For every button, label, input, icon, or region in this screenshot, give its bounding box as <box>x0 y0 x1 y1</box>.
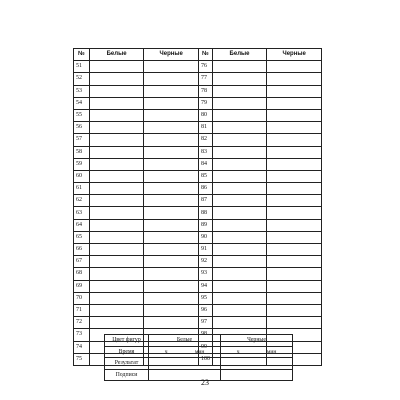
move-number: 95 <box>199 292 213 304</box>
black-move-cell[interactable] <box>144 304 199 316</box>
white-move-cell[interactable] <box>212 268 267 280</box>
page-number: 23 <box>201 378 209 387</box>
summary-result-row <box>105 358 293 370</box>
black-move-cell[interactable] <box>267 97 322 109</box>
black-move-cell[interactable] <box>144 73 199 85</box>
move-row <box>74 61 322 73</box>
white-move-cell[interactable] <box>89 170 144 182</box>
move-number: 62 <box>74 195 90 207</box>
move-row <box>74 207 322 219</box>
white-move-cell[interactable] <box>212 195 267 207</box>
white-move-cell[interactable] <box>212 304 267 316</box>
hours-unit: ч <box>164 348 168 355</box>
move-number: 64 <box>74 219 90 231</box>
white-move-cell[interactable] <box>89 195 144 207</box>
black-move-cell[interactable] <box>144 195 199 207</box>
black-move-cell[interactable] <box>144 219 199 231</box>
move-number: 77 <box>199 73 213 85</box>
black-move-cell[interactable] <box>267 195 322 207</box>
black-move-cell[interactable] <box>144 146 199 158</box>
number-header: № <box>74 49 90 61</box>
white-move-cell[interactable] <box>89 268 144 280</box>
white-move-cell[interactable] <box>89 304 144 316</box>
white-move-cell[interactable] <box>89 73 144 85</box>
white-move-cell[interactable] <box>89 85 144 97</box>
move-number: 75 <box>74 353 90 365</box>
move-row <box>74 73 322 85</box>
move-number: 79 <box>199 97 213 109</box>
move-number: 83 <box>199 146 213 158</box>
move-number: 51 <box>74 61 90 73</box>
moves-table <box>73 48 322 366</box>
move-number: 58 <box>74 146 90 158</box>
moves-header-row <box>74 49 322 61</box>
white-move-cell[interactable] <box>212 97 267 109</box>
white-move-cell[interactable] <box>89 280 144 292</box>
white-header: Белые <box>89 49 144 61</box>
black-time-field[interactable] <box>221 346 293 358</box>
move-number: 68 <box>74 268 90 280</box>
move-number: 98 <box>199 329 213 341</box>
move-row <box>74 97 322 109</box>
move-number: 73 <box>74 329 90 341</box>
color-label: Цвет фигур <box>105 335 149 347</box>
black-move-cell[interactable] <box>267 207 322 219</box>
white-move-cell[interactable] <box>89 97 144 109</box>
move-number: 86 <box>199 183 213 195</box>
black-move-cell[interactable] <box>267 219 322 231</box>
move-row <box>74 219 322 231</box>
white-color-header: Белые <box>149 335 221 347</box>
black-move-cell[interactable] <box>267 280 322 292</box>
black-move-cell[interactable] <box>267 73 322 85</box>
move-number: 81 <box>199 122 213 134</box>
move-number: 66 <box>74 244 90 256</box>
white-move-cell[interactable] <box>212 207 267 219</box>
black-move-cell[interactable] <box>144 317 199 329</box>
black-move-cell[interactable] <box>144 134 199 146</box>
game-summary-table <box>104 334 293 381</box>
black-move-cell[interactable] <box>267 183 322 195</box>
move-number: 76 <box>199 61 213 73</box>
move-number: 93 <box>199 268 213 280</box>
black-move-cell[interactable] <box>144 244 199 256</box>
black-move-cell[interactable] <box>144 109 199 121</box>
black-move-cell[interactable] <box>267 268 322 280</box>
black-move-cell[interactable] <box>144 122 199 134</box>
move-number: 94 <box>199 280 213 292</box>
summary-time-row <box>105 346 293 358</box>
move-row <box>74 268 322 280</box>
black-header: Черные <box>144 49 199 61</box>
move-number: 88 <box>199 207 213 219</box>
black-move-cell[interactable] <box>267 122 322 134</box>
move-row <box>74 109 322 121</box>
black-move-cell[interactable] <box>267 146 322 158</box>
white-move-cell[interactable] <box>212 280 267 292</box>
white-move-cell[interactable] <box>89 231 144 243</box>
summary-color-row <box>105 335 293 347</box>
black-move-cell[interactable] <box>144 256 199 268</box>
white-move-cell[interactable] <box>212 134 267 146</box>
white-time-field[interactable] <box>149 346 221 358</box>
white-move-cell[interactable] <box>212 85 267 97</box>
black-move-cell[interactable] <box>144 292 199 304</box>
white-move-cell[interactable] <box>89 317 144 329</box>
move-number: 65 <box>74 231 90 243</box>
black-move-cell[interactable] <box>267 134 322 146</box>
white-result-field[interactable] <box>149 358 221 370</box>
move-number: 71 <box>74 304 90 316</box>
black-move-cell[interactable] <box>267 292 322 304</box>
black-move-cell[interactable] <box>267 158 322 170</box>
move-number: 100 <box>199 353 213 365</box>
move-row <box>74 158 322 170</box>
minutes-unit: мин <box>194 348 205 355</box>
move-number: 60 <box>74 170 90 182</box>
move-number: 70 <box>74 292 90 304</box>
white-move-cell[interactable] <box>89 61 144 73</box>
minutes-unit: мин <box>266 348 277 355</box>
white-header: Белые <box>212 49 267 61</box>
black-move-cell[interactable] <box>267 61 322 73</box>
move-number: 74 <box>74 341 90 353</box>
scoresheet-page <box>60 0 350 400</box>
hours-unit: ч <box>236 348 240 355</box>
move-number: 59 <box>74 158 90 170</box>
move-number: 99 <box>199 341 213 353</box>
move-row <box>74 292 322 304</box>
black-move-cell[interactable] <box>267 304 322 316</box>
number-header: № <box>199 49 213 61</box>
move-number: 82 <box>199 134 213 146</box>
white-move-cell[interactable] <box>212 219 267 231</box>
white-move-cell[interactable] <box>89 207 144 219</box>
move-row <box>74 304 322 316</box>
move-number: 84 <box>199 158 213 170</box>
black-move-cell[interactable] <box>144 85 199 97</box>
time-label: Время <box>105 346 149 358</box>
signatures-label: Подписи <box>105 369 149 381</box>
white-move-cell[interactable] <box>212 183 267 195</box>
move-row <box>74 317 322 329</box>
white-move-cell[interactable] <box>89 244 144 256</box>
move-row <box>74 146 322 158</box>
white-move-cell[interactable] <box>212 109 267 121</box>
black-move-cell[interactable] <box>144 268 199 280</box>
move-number: 91 <box>199 244 213 256</box>
black-move-cell[interactable] <box>267 231 322 243</box>
move-number: 92 <box>199 256 213 268</box>
white-move-cell[interactable] <box>212 292 267 304</box>
move-number: 97 <box>199 317 213 329</box>
white-move-cell[interactable] <box>212 256 267 268</box>
white-move-cell[interactable] <box>212 158 267 170</box>
move-number: 52 <box>74 73 90 85</box>
move-row <box>74 183 322 195</box>
black-move-cell[interactable] <box>144 97 199 109</box>
white-move-cell[interactable] <box>212 317 267 329</box>
black-move-cell[interactable] <box>267 170 322 182</box>
white-move-cell[interactable] <box>89 134 144 146</box>
black-header: Черные <box>267 49 322 61</box>
move-row <box>74 195 322 207</box>
move-number: 96 <box>199 304 213 316</box>
move-row <box>74 170 322 182</box>
white-move-cell[interactable] <box>89 183 144 195</box>
white-move-cell[interactable] <box>212 170 267 182</box>
move-number: 80 <box>199 109 213 121</box>
result-label: Результат <box>105 358 149 370</box>
move-number: 85 <box>199 170 213 182</box>
move-number: 54 <box>74 97 90 109</box>
move-number: 72 <box>74 317 90 329</box>
white-move-cell[interactable] <box>212 146 267 158</box>
black-result-field[interactable] <box>221 358 293 370</box>
move-number: 87 <box>199 195 213 207</box>
move-number: 90 <box>199 231 213 243</box>
move-number: 63 <box>74 207 90 219</box>
move-row <box>74 231 322 243</box>
black-move-cell[interactable] <box>144 158 199 170</box>
move-row <box>74 244 322 256</box>
white-move-cell[interactable] <box>89 122 144 134</box>
black-color-header: Черные <box>221 335 293 347</box>
move-number: 53 <box>74 85 90 97</box>
move-number: 56 <box>74 122 90 134</box>
move-row <box>74 280 322 292</box>
move-number: 61 <box>74 183 90 195</box>
black-move-cell[interactable] <box>144 61 199 73</box>
move-row <box>74 122 322 134</box>
move-number: 55 <box>74 109 90 121</box>
black-move-cell[interactable] <box>267 85 322 97</box>
moves-body <box>74 61 322 366</box>
white-move-cell[interactable] <box>89 109 144 121</box>
white-move-cell[interactable] <box>212 73 267 85</box>
move-row <box>74 85 322 97</box>
black-move-cell[interactable] <box>267 256 322 268</box>
white-move-cell[interactable] <box>212 61 267 73</box>
white-move-cell[interactable] <box>89 158 144 170</box>
move-number: 78 <box>199 85 213 97</box>
white-move-cell[interactable] <box>212 244 267 256</box>
move-row <box>74 134 322 146</box>
black-move-cell[interactable] <box>144 280 199 292</box>
white-move-cell[interactable] <box>89 292 144 304</box>
black-move-cell[interactable] <box>267 317 322 329</box>
move-number: 69 <box>74 280 90 292</box>
black-move-cell[interactable] <box>267 109 322 121</box>
black-move-cell[interactable] <box>144 207 199 219</box>
black-move-cell[interactable] <box>144 170 199 182</box>
move-row <box>74 256 322 268</box>
white-move-cell[interactable] <box>212 122 267 134</box>
white-move-cell[interactable] <box>89 256 144 268</box>
black-move-cell[interactable] <box>267 244 322 256</box>
white-move-cell[interactable] <box>212 231 267 243</box>
move-number: 67 <box>74 256 90 268</box>
black-move-cell[interactable] <box>144 231 199 243</box>
move-number: 89 <box>199 219 213 231</box>
move-number: 57 <box>74 134 90 146</box>
black-move-cell[interactable] <box>144 183 199 195</box>
white-move-cell[interactable] <box>89 146 144 158</box>
white-move-cell[interactable] <box>89 219 144 231</box>
